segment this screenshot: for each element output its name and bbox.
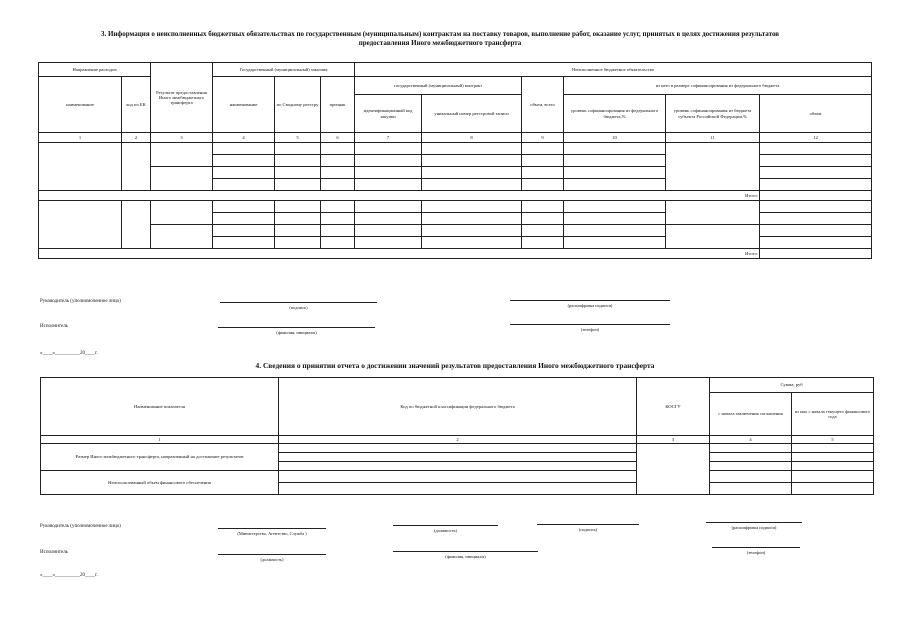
col-number: 10 [564, 133, 666, 143]
col-number: 2 [122, 133, 151, 143]
header-kod-bk-fed: Код по бюджетной классификации федерального бюджета [279, 378, 637, 436]
sig1-rasshifrovka-caption: (расшифровка подписи) [567, 303, 613, 308]
header-unik: уникальный номер реестровой записи [422, 95, 522, 133]
header-kontrakt: государственный (муниципальный) контракт [355, 77, 522, 95]
section3-title [40, 30, 840, 48]
sig2-ministerstvo-caption: (Министерство, Агентство, Служба ) [237, 531, 307, 536]
header-z-priznak: признак [321, 77, 355, 133]
sig1-rasshifrovka-line [510, 300, 670, 301]
itogo-row [39, 191, 872, 201]
sig2-rukovoditel-label: Руководитель (уполномоченное лицо) [40, 524, 121, 529]
table-row [41, 444, 874, 453]
header-naimenovanie: наименование [39, 77, 122, 133]
header-s-nachala-soglash: с начала заключения соглашения [710, 393, 792, 436]
header-s-nachala-goda: из них с начала текущего финансового года [792, 393, 874, 436]
row-label: Неиспользованный объем финансового обеспечения [41, 471, 279, 495]
itogo-label: Итого: [39, 249, 760, 259]
col-number: 11 [666, 133, 760, 143]
sig2-podpis-line [537, 524, 639, 525]
header-napravlenie: Направление расходов [39, 63, 151, 77]
table-row [41, 471, 874, 483]
table-row [39, 201, 872, 213]
sig2-dolzhnost2-caption: (должность) [260, 557, 284, 562]
sig1-telefon-caption: (телефон) [580, 327, 600, 332]
sig2-ispolnitel-label: Исполнитель [40, 550, 68, 555]
col-number: 6 [321, 133, 355, 143]
header-kod-bk: код по БК [122, 77, 151, 133]
sig2-dolzhnost2-line [218, 554, 326, 555]
sig2-podpis-caption: (подпись) [578, 527, 598, 532]
col-number: 4 [710, 436, 792, 444]
sig2-date: «____»__________20____г. [40, 573, 98, 578]
sig1-rukovoditel-label: Руководитель (уполномоченное лицо) [40, 299, 121, 304]
sig1-fio-caption: (фамилия, инициалы) [276, 330, 317, 335]
col-number: 4 [213, 133, 275, 143]
column-numbers-row [39, 133, 872, 143]
sig2-dolzhnost-caption: (должность) [433, 528, 458, 533]
sig2-telefon-line [712, 547, 800, 548]
sig1-date: «____»__________20____г. [40, 351, 98, 356]
col-number: 12 [760, 133, 872, 143]
header-naim-pokazatelya: Наименование показателя [41, 378, 279, 436]
col-number: 5 [275, 133, 321, 143]
sig1-podpis-line [220, 302, 377, 303]
col-number: 7 [355, 133, 422, 143]
sig1-fio-line [218, 327, 375, 328]
header-obem-vsego: объем, всего [522, 77, 564, 133]
row-label: Размер Иного межбюджетного трансферта, направленный на достижение результатов [41, 444, 279, 471]
col-number: 1 [41, 436, 279, 444]
table-unfulfilled-obligations [38, 62, 872, 259]
sig1-telefon-line [510, 324, 670, 325]
header-obem: объем [760, 95, 872, 133]
sig2-telefon-caption: (телефон) [746, 550, 766, 555]
sig1-ispolnitel-label: Исполнитель [40, 324, 68, 329]
header-summa: Сумма, руб [710, 378, 874, 393]
sig2-rasshifrovka-line [706, 522, 802, 523]
col-number: 8 [422, 133, 522, 143]
column-numbers-row [41, 436, 874, 444]
col-number: 1 [39, 133, 122, 143]
sig2-dolzhnost-line [393, 525, 498, 526]
header-iz-nego: из него в размере софинансирования из федерального бюджета [564, 77, 872, 95]
header-ikz: идентификационный код закупки [355, 95, 422, 133]
itogo-label: Итого: [39, 191, 760, 201]
header-uroven-subj: уровень софинансирования из бюджета субъекта Российской Федерации,% [666, 95, 760, 133]
sig1-podpis-caption: (подпись) [289, 305, 308, 310]
sig2-fio-caption: (фамилия, инициалы) [445, 554, 486, 559]
header-rezultat: Результат предоставления Иного межбюджетного трансферта [151, 63, 213, 133]
section3-title-line2: предоставления Иного межбюджетного трансферта [358, 39, 522, 47]
col-number: 2 [279, 436, 637, 444]
sig2-ministerstvo-line [218, 528, 326, 529]
header-z-naim: наименование [213, 77, 275, 133]
itogo-row [39, 249, 872, 259]
col-number: 5 [792, 436, 874, 444]
col-number: 9 [522, 133, 564, 143]
col-number: 3 [637, 436, 710, 444]
header-z-reestr: по Сводному реестру [275, 77, 321, 133]
section4-title: 4. Сведения о принятии отчета о достижении значений результатов предоставления Иного межбюджетного трансферта [255, 361, 655, 370]
header-uroven-fed: уровень софинансирования из федерального бюджета,% [564, 95, 666, 133]
sig2-fio-line [393, 551, 538, 552]
header-zakazchik: Государственный (муниципальный) заказчик [213, 63, 355, 77]
table-row [39, 143, 872, 155]
header-neisp: Неисполненное бюджетное обязательство [355, 63, 872, 77]
sig2-rasshifrovka-caption: (расшифровка подписи) [731, 525, 777, 530]
table-report-acceptance [40, 377, 874, 495]
table-row [39, 225, 872, 237]
header-kosgu: КОСГУ [637, 378, 710, 436]
col-number: 3 [151, 133, 213, 143]
section3-title-line1: 3. Информация о неисполненных бюджетных обязательствах по государственным (муниципальным) контрактам на поставку товаров, выполнение работ, оказание услуг, принятых в целях достижения результатов [100, 30, 780, 38]
